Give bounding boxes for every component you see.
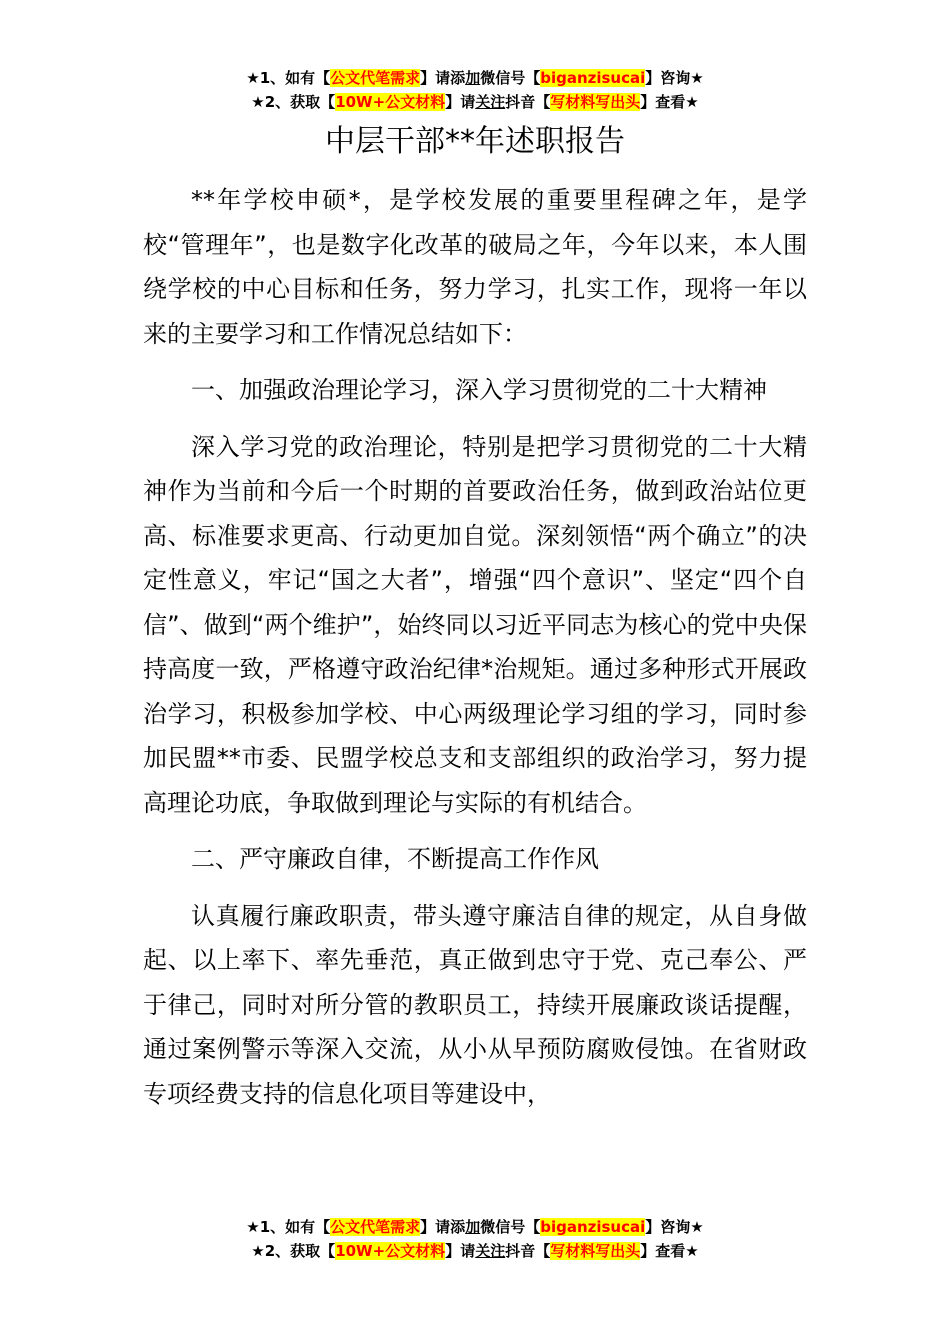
promo-text: 】咨询★ xyxy=(645,1218,704,1236)
promo-text: 】查看★ xyxy=(640,93,699,111)
promo-banner-top xyxy=(0,66,950,114)
promo-highlight: 写材料写出头 xyxy=(550,1242,641,1260)
promo-line-1 xyxy=(0,1215,950,1239)
promo-underline: 关注 xyxy=(475,1242,506,1260)
promo-highlight: 10W+公文材料 xyxy=(335,1242,446,1260)
promo-text: 】请添 xyxy=(420,69,466,87)
promo-line-2 xyxy=(0,90,950,114)
promo-underline: 加 xyxy=(465,69,481,87)
promo-text: 】查看★ xyxy=(640,1242,699,1260)
promo-line-2 xyxy=(0,1239,950,1263)
promo-underline: 加 xyxy=(465,1218,481,1236)
promo-text: 】请 xyxy=(445,93,476,111)
paragraph-section-1: 深入学习党的政治理论，特别是把学习贯彻党的二十大精神作为当前和今后一个时期的首要政治任务，做到政治站位更高、标准要求更高、行动更加自觉。深刻领悟“两个确立”的决定性意义，牢记“国之大者”，增强“四个意识”、坚定“四个自信”、做到“两个维护”，始终同以习近平同志为核心的党中央保持高度一致，严格遵守政治纪律*治规矩。通过多种形式开展政治学习，积极参加学校、中心两级理论学习组的学习，同时参加民盟**市委、民盟学校总支和支部组织的政治学习，努力提高理论功底，争取做到理论与实际的有机结合。 xyxy=(143,432,807,817)
promo-text: 微信号【 xyxy=(480,69,541,87)
promo-text: ★1、如有【 xyxy=(246,1218,331,1236)
promo-banner-bottom xyxy=(0,1215,950,1263)
section-heading-2: 二、严守廉政自律，不断提高工作作风 xyxy=(191,845,599,873)
promo-highlight: 写材料写出头 xyxy=(550,93,641,111)
promo-text: ★2、获取【 xyxy=(251,1242,336,1260)
paragraph-section-2: 认真履行廉政职责，带头遵守廉洁自律的规定，从自身做起、以上率下、率先垂范，真正做到忠守于党、克己奉公、严于律己，同时对所分管的教职员工，持续开展廉政谈话提醒，通过案例警示等深入交流，从小从早预防腐败侵蚀。在省财政专项经费支持的信息化项目等建设中， xyxy=(143,901,807,1108)
promo-underline: 关注 xyxy=(475,93,506,111)
promo-text: 微信号【 xyxy=(480,1218,541,1236)
promo-text: 】请添 xyxy=(420,1218,466,1236)
promo-highlight: 公文代笔需求 xyxy=(330,69,421,87)
document-title: 中层干部**年述职报告 xyxy=(325,124,625,159)
promo-text: 抖音【 xyxy=(505,93,551,111)
document-body xyxy=(143,178,807,1116)
promo-text: 】咨询★ xyxy=(645,69,704,87)
promo-highlight: 10W+公文材料 xyxy=(335,93,446,111)
promo-highlight: biganzisucai xyxy=(540,1218,646,1236)
promo-line-1 xyxy=(0,66,950,90)
promo-highlight: biganzisucai xyxy=(540,69,646,87)
promo-text: 】请 xyxy=(445,1242,476,1260)
promo-highlight: 公文代笔需求 xyxy=(330,1218,421,1236)
section-heading-1: 一、加强政治理论学习，深入学习贯彻党的二十大精神 xyxy=(191,376,767,404)
promo-text: ★1、如有【 xyxy=(246,69,331,87)
promo-text: ★2、获取【 xyxy=(251,93,336,111)
paragraph-intro: **年学校申硕*，是学校发展的重要里程碑之年，是学校“管理年”，也是数字化改革的破局之年，今年以来，本人围绕学校的中心目标和任务，努力学习，扎实工作，现将一年以来的主要学习和工作情况总结如下： xyxy=(143,186,807,348)
promo-text: 抖音【 xyxy=(505,1242,551,1260)
